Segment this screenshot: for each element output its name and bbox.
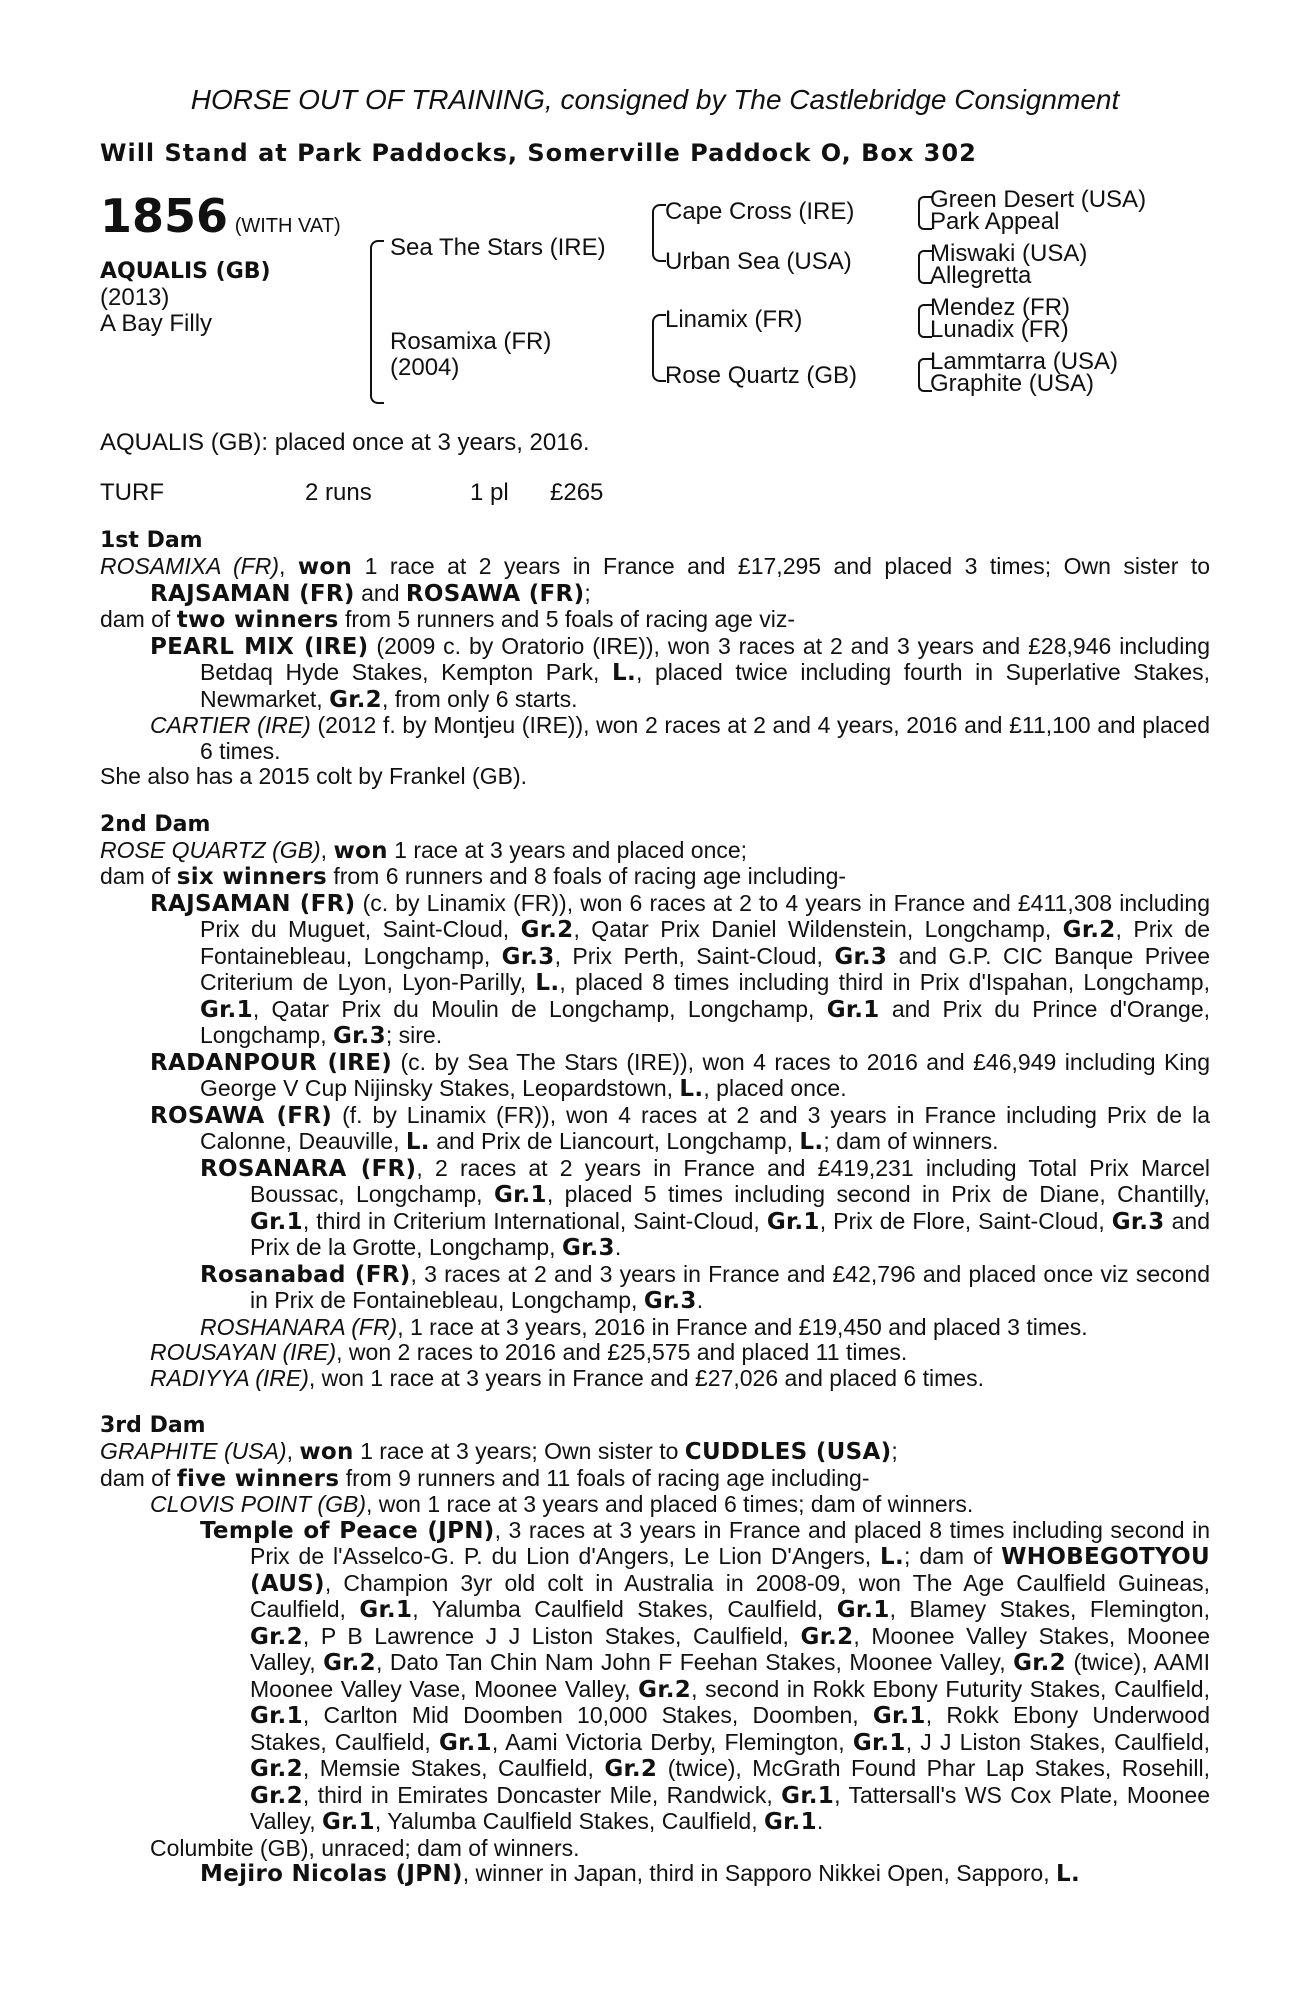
race-grade: L.: [612, 660, 636, 686]
progeny-name: ROUSAYAN (IRE): [150, 1339, 337, 1365]
progeny-text: , Moonee Valley Stakes, Moonee Valley,: [250, 1622, 1211, 1675]
progeny-entry: Columbite (GB), unraced; dam of winners.: [150, 1834, 580, 1861]
race-grade: Gr.1: [781, 1782, 835, 1809]
dam-text: 1 race at 3 years; Own sister to: [353, 1438, 685, 1464]
progeny-text: , 3 races at 3 years in France and placed 8 times including second in Prix de l'Asselco-G. P. du Lion d'Angers, Le Lion D'Angers,: [250, 1516, 1211, 1569]
produce-note: She also has a 2015 colt by Frankel (GB).: [100, 763, 527, 789]
ancestor-7: Lammtarra (USA): [930, 348, 1119, 375]
progeny-text: , Yalumba Caulfield Stakes, Caulfield,: [412, 1596, 837, 1622]
horse-name: AQUALIS (GB): [100, 259, 271, 284]
progeny-text: , third in Emirates Doncaster Mile, Randwick,: [302, 1781, 782, 1808]
progeny-text: , Memsie Stakes, Caulfield,: [302, 1755, 605, 1781]
progeny-text: , Qatar Prix Daniel Wildenstein, Longchamp,: [573, 916, 1063, 942]
progeny-text: , won 1 race at 3 years in France and £27,026 and placed 6 times.: [308, 1364, 984, 1391]
progeny-text: (c. by Sea The Stars (IRE)), won 4 races to 2016 and £46,949 including King George V Cup Nijinsky Stakes, Leopardstown,: [200, 1048, 1210, 1101]
section-heading: 1st Dam: [100, 528, 203, 553]
race-grade: Gr.1: [872, 1703, 926, 1729]
progeny-name: CARTIER (IRE): [150, 712, 311, 738]
progeny-name: ROSHANARA (FR): [200, 1313, 398, 1340]
ancestor-5: Mendez (FR): [930, 294, 1071, 321]
lot-heading: [100, 189, 341, 243]
third-dam-section: [100, 1413, 1210, 1888]
progeny-text: .: [816, 1808, 824, 1834]
race-grade: Gr.1: [322, 1809, 375, 1835]
race-grade: Gr.1: [766, 1208, 820, 1235]
progeny-entry: [100, 713, 1210, 764]
sire-dam-name: Urban Sea (USA): [665, 248, 852, 275]
race-grade: L.: [679, 1076, 704, 1102]
progeny-entry: [100, 1366, 1210, 1392]
progeny-text: , second in Rokk Ebony Futurity Stakes, Caulfield,: [691, 1675, 1210, 1702]
progeny-entry: [100, 891, 1210, 1050]
produce-text: from 6 runners and 8 foals of racing age including-: [326, 863, 847, 889]
race-summary: AQUALIS (GB): placed once at 3 years, 2016.: [100, 429, 590, 456]
progeny-text: , Rokk Ebony Underwood Stakes, Caulfield,: [250, 1702, 1210, 1755]
progeny-entry: [100, 1156, 1210, 1262]
progeny-text: , J J Liston Stakes, Caulfield,: [905, 1728, 1210, 1755]
race-grade: Gr.1: [852, 1729, 906, 1756]
dam-name: ROSAMIXA (FR): [100, 553, 279, 579]
progeny-text: and Prix de Liancourt, Longchamp,: [429, 1128, 800, 1154]
race-grade: L.: [535, 970, 560, 996]
progeny-text: , third in Criterium International, Saint-Cloud,: [302, 1207, 767, 1234]
progeny-name: PEARL MIX (IRE): [150, 633, 369, 660]
progeny-text: , won 1 race at 3 years and placed 6 times; dam of winners.: [365, 1491, 974, 1517]
stand-location: Will Stand at Park Paddocks, Somerville Paddock O, Box 302: [100, 139, 977, 167]
produce-summary: [100, 607, 1210, 634]
progeny-text: , Yalumba Caulfield Stakes, Caulfield,: [374, 1808, 764, 1834]
race-grade: Gr.3: [643, 1288, 697, 1314]
sire-sire-name: Cape Cross (IRE): [665, 198, 855, 225]
progeny-text: , won 2 races to 2016 and £25,575 and placed 11 times.: [336, 1339, 908, 1365]
conjunction: and: [354, 579, 406, 606]
ancestor-2: Park Appeal: [930, 208, 1060, 235]
horse-year: (2013): [100, 284, 170, 311]
progeny-text: , Prix Perth, Saint-Cloud,: [554, 942, 835, 969]
progeny-text: , Prix de Fontainebleau, Longchamp,: [200, 916, 1210, 969]
progeny-text: (f. by Linamix (FR)), won 4 races at 2 and 3 years in France including Prix de la Calonne, Deauville,: [200, 1101, 1210, 1154]
race-grade: Gr.3: [561, 1235, 615, 1261]
race-grade: Gr.2: [800, 1623, 854, 1650]
progeny-entry: [100, 634, 1210, 714]
race-grade: Gr.1: [826, 996, 880, 1023]
progeny-text: and Prix de la Grotte, Longchamp,: [250, 1207, 1210, 1260]
race-grade: Gr.2: [250, 1756, 303, 1782]
won-label: won: [333, 837, 388, 864]
dam-record: ROSE QUARTZ (GB), won 1 race at 3 years and placed once;: [100, 836, 748, 864]
turf-earnings: £265: [550, 479, 604, 506]
progeny-text: .: [696, 1287, 704, 1313]
race-grade: Gr.3: [501, 943, 555, 970]
progeny-entry: [100, 1340, 1210, 1366]
pedigree-brace: [370, 240, 384, 404]
race-grade: L.: [880, 1544, 905, 1570]
turf-placed: 1 pl: [470, 479, 509, 506]
progeny-text: , winner in Japan, third in Sapporo Nikkei Open, Sapporo,: [462, 1860, 1056, 1886]
progeny-name: Rosanabad (FR): [200, 1261, 411, 1288]
lot-number: 1856: [100, 189, 229, 243]
dam-name: Rosamixa (FR): [390, 328, 552, 355]
race-grade: Gr.1: [764, 1809, 817, 1835]
produce-text: dam of: [100, 863, 177, 889]
race-grade: Gr.3: [834, 943, 888, 970]
sire-name: Sea The Stars (IRE): [390, 234, 606, 261]
progeny-text: , Tattersall's WS Cox Plate, Moonee Valley,: [250, 1781, 1210, 1834]
race-grade: Gr.2: [1013, 1650, 1066, 1676]
progeny-text: (2009 c. by Oratorio (IRE)), won 3 races at 2 and 3 years and £28,946 including Betdaq Hyde Stakes, Kempton Park,: [200, 632, 1210, 685]
winners-count: five winners: [176, 1465, 340, 1492]
progeny-text: (c. by Linamix (FR)), won 6 races at 2 to 4 years in France and £411,308 including Prix du Muguet, Saint-Cloud,: [200, 889, 1210, 942]
progeny-name: RADIYYA (IRE): [150, 1364, 309, 1391]
progeny-text: ; sire.: [385, 1022, 443, 1048]
ancestor-4: Allegretta: [930, 262, 1032, 289]
race-grade: Gr.2: [638, 1676, 692, 1703]
race-grade: Gr.2: [323, 1650, 376, 1676]
dam-record: ROSAMIXA (FR), won 1 race at 2 years in France and £17,295 and placed 3 times; Own sister to RAJSAMAN (FR) and ROSAWA (FR);: [100, 553, 1210, 607]
progeny-entry: [100, 1050, 1210, 1103]
progeny-text: , 1 race at 3 years, 2016 in France and £19,450 and placed 3 times.: [397, 1313, 1088, 1340]
punctuation: ;: [584, 579, 591, 606]
race-grade: Gr.2: [329, 686, 382, 713]
produce-summary: [100, 1466, 1210, 1493]
progeny-name: WHOBEGOTYOU (AUS): [250, 1544, 1211, 1597]
section-heading: 3rd Dam: [100, 1413, 206, 1438]
section-heading: 2nd Dam: [100, 811, 211, 837]
progeny-text: , Prix de Flore, Saint-Cloud,: [819, 1207, 1112, 1234]
pedigree-block: [100, 188, 1210, 428]
progeny-entry: [100, 1262, 1210, 1315]
progeny-text: , Qatar Prix du Moulin de Longchamp, Longchamp,: [252, 995, 827, 1022]
progeny-text: (2012 f. by Montjeu (IRE)), won 2 races at 2 and 4 years, 2016 and £11,100 and placed 6 times.: [200, 712, 1210, 764]
progeny-text: and G.P. CIC Banque Privee Criterium de Lyon, Lyon-Parilly,: [200, 942, 1210, 995]
race-grade: Gr.2: [250, 1623, 303, 1650]
relative-name: CUDDLES (USA): [684, 1439, 892, 1465]
won-label: won: [297, 554, 353, 580]
race-grade: Gr.1: [250, 1208, 303, 1235]
progeny-entry: [100, 1518, 1210, 1836]
progeny-text: , Aami Victoria Derby, Flemington,: [491, 1728, 853, 1755]
dam-name: GRAPHITE (USA): [100, 1438, 287, 1464]
progeny-text: , placed twice including fourth in Superlative Stakes, Newmarket,: [200, 659, 1210, 712]
progeny-text: , 2 races at 2 years in France and £419,231 including Total Prix Marcel Boussac, Longchamp,: [250, 1154, 1210, 1207]
dam-text: 1 race at 3 years and placed once;: [387, 836, 748, 863]
dam-name: ROSE QUARTZ (GB): [100, 836, 321, 863]
progeny-text: , placed 8 times including third in Prix d'Ispahan, Longchamp,: [559, 969, 1210, 995]
race-grade: Gr.3: [1111, 1208, 1165, 1235]
progeny-entry: [100, 1861, 1210, 1888]
race-grade: Gr.2: [604, 1756, 658, 1782]
won-label: won: [299, 1439, 354, 1465]
relative-name: RAJSAMAN (FR): [150, 580, 355, 607]
punctuation: ;: [891, 1438, 898, 1464]
progeny-text: , Dato Tan Chin Nam John F Feehan Stakes, Moonee Valley,: [375, 1649, 1014, 1675]
progeny-entry: [100, 1315, 1210, 1341]
progeny-text: ; dam of: [904, 1543, 1002, 1569]
pedigree-brace: [652, 204, 666, 262]
turf-runs: 2 runs: [305, 479, 372, 506]
progeny-text: , from only 6 starts.: [381, 685, 578, 712]
progeny-name: ROSANARA (FR): [200, 1155, 417, 1182]
race-grade: Gr.3: [332, 1023, 386, 1049]
race-grade: L.: [799, 1129, 824, 1155]
dam-year: (2004): [390, 354, 460, 381]
vat-note: (WITH VAT): [234, 215, 341, 237]
horse-description: A Bay Filly: [100, 310, 213, 337]
ancestor-8: Graphite (USA): [930, 370, 1095, 397]
second-dam-section: [100, 812, 1210, 1392]
progeny-text: , Carlton Mid Doomben 10,000 Stakes, Doomben,: [302, 1702, 873, 1728]
progeny-name: Mejiro Nicolas (JPN): [200, 1861, 463, 1887]
race-grade: Gr.1: [250, 1703, 303, 1729]
race-grade: Gr.1: [836, 1597, 890, 1623]
winners-count: two winners: [176, 607, 339, 633]
progeny-text: , Blamey Stakes, Flemington,: [889, 1596, 1210, 1622]
progeny-name: RADANPOUR (IRE): [150, 1049, 393, 1076]
progeny-text: , placed once.: [703, 1075, 847, 1101]
produce-text: from 5 runners and 5 foals of racing age viz-: [338, 606, 795, 632]
progeny-text: , P B Lawrence J J Liston Stakes, Caulfield,: [302, 1622, 801, 1649]
progeny-name: RAJSAMAN (FR): [150, 890, 356, 917]
progeny-text: ; dam of winners.: [823, 1128, 999, 1154]
race-grade: L.: [405, 1129, 430, 1155]
race-grade: Gr.2: [1062, 917, 1116, 943]
progeny-text: .: [614, 1234, 622, 1260]
race-grade: Gr.1: [438, 1729, 492, 1756]
progeny-name: ROSAWA (FR): [150, 1102, 333, 1129]
progeny-name: Temple of Peace (JPN): [200, 1517, 495, 1544]
turf-record: [100, 478, 1210, 508]
dam-sire-name: Linamix (FR): [665, 306, 803, 333]
progeny-text: and Prix du Prince d'Orange, Longchamp,: [200, 995, 1211, 1048]
race-grade: L.: [1056, 1861, 1080, 1887]
race-grade: Gr.1: [359, 1597, 413, 1623]
progeny-entry: [100, 1492, 1210, 1518]
progeny-text: (twice), McGrath Found Phar Lap Stakes, Rosehill,: [657, 1755, 1210, 1781]
produce-text: dam of: [100, 606, 177, 632]
progeny-text: , placed 5 times including second in Prix de Diane, Chantilly,: [546, 1181, 1210, 1207]
produce-text: from 9 runners and 11 foals of racing age including-: [339, 1464, 870, 1491]
relative-name: ROSAWA (FR): [405, 580, 585, 607]
winners-count: six winners: [176, 864, 327, 890]
progeny-text: (twice), AAMI Moonee Valley Vase, Moonee Valley,: [250, 1649, 1210, 1702]
progeny-name: CLOVIS POINT (GB): [150, 1491, 366, 1517]
progeny-text: , 3 races at 2 and 3 years in France and £42,796 and placed once viz second in Prix de Fontainebleau, Longchamp,: [250, 1260, 1210, 1313]
progeny-text: , Champion 3yr old colt in Australia in 2008-09, won The Age Caulfield Guineas, Caulfield,: [250, 1569, 1210, 1622]
pedigree-brace: [652, 314, 666, 382]
progeny-entry: [100, 1103, 1210, 1156]
produce-text: dam of: [100, 1464, 177, 1491]
race-grade: Gr.2: [520, 917, 574, 943]
race-grade: Gr.2: [250, 1782, 303, 1809]
consignor-header: HORSE OUT OF TRAINING, consigned by The Castlebridge Consignment: [190, 84, 1120, 115]
first-dam-section: [100, 528, 1210, 790]
dam-dam-name: Rose Quartz (GB): [665, 362, 858, 389]
ancestor-3: Miswaki (USA): [930, 240, 1088, 267]
race-grade: Gr.1: [493, 1182, 547, 1208]
dam-text: 1 race at 2 years in France and £17,295 and placed 3 times; Own sister to: [352, 553, 1210, 579]
ancestor-6: Lunadix (FR): [930, 316, 1069, 343]
dam-record: GRAPHITE (USA), won 1 race at 3 years; Own sister to CUDDLES (USA);: [100, 1438, 898, 1465]
turf-label: TURF: [100, 479, 164, 506]
ancestor-1: Green Desert (USA): [930, 186, 1147, 213]
produce-summary: [100, 864, 1210, 891]
catalogue-page: [100, 82, 1210, 1888]
race-grade: Gr.1: [200, 996, 253, 1023]
